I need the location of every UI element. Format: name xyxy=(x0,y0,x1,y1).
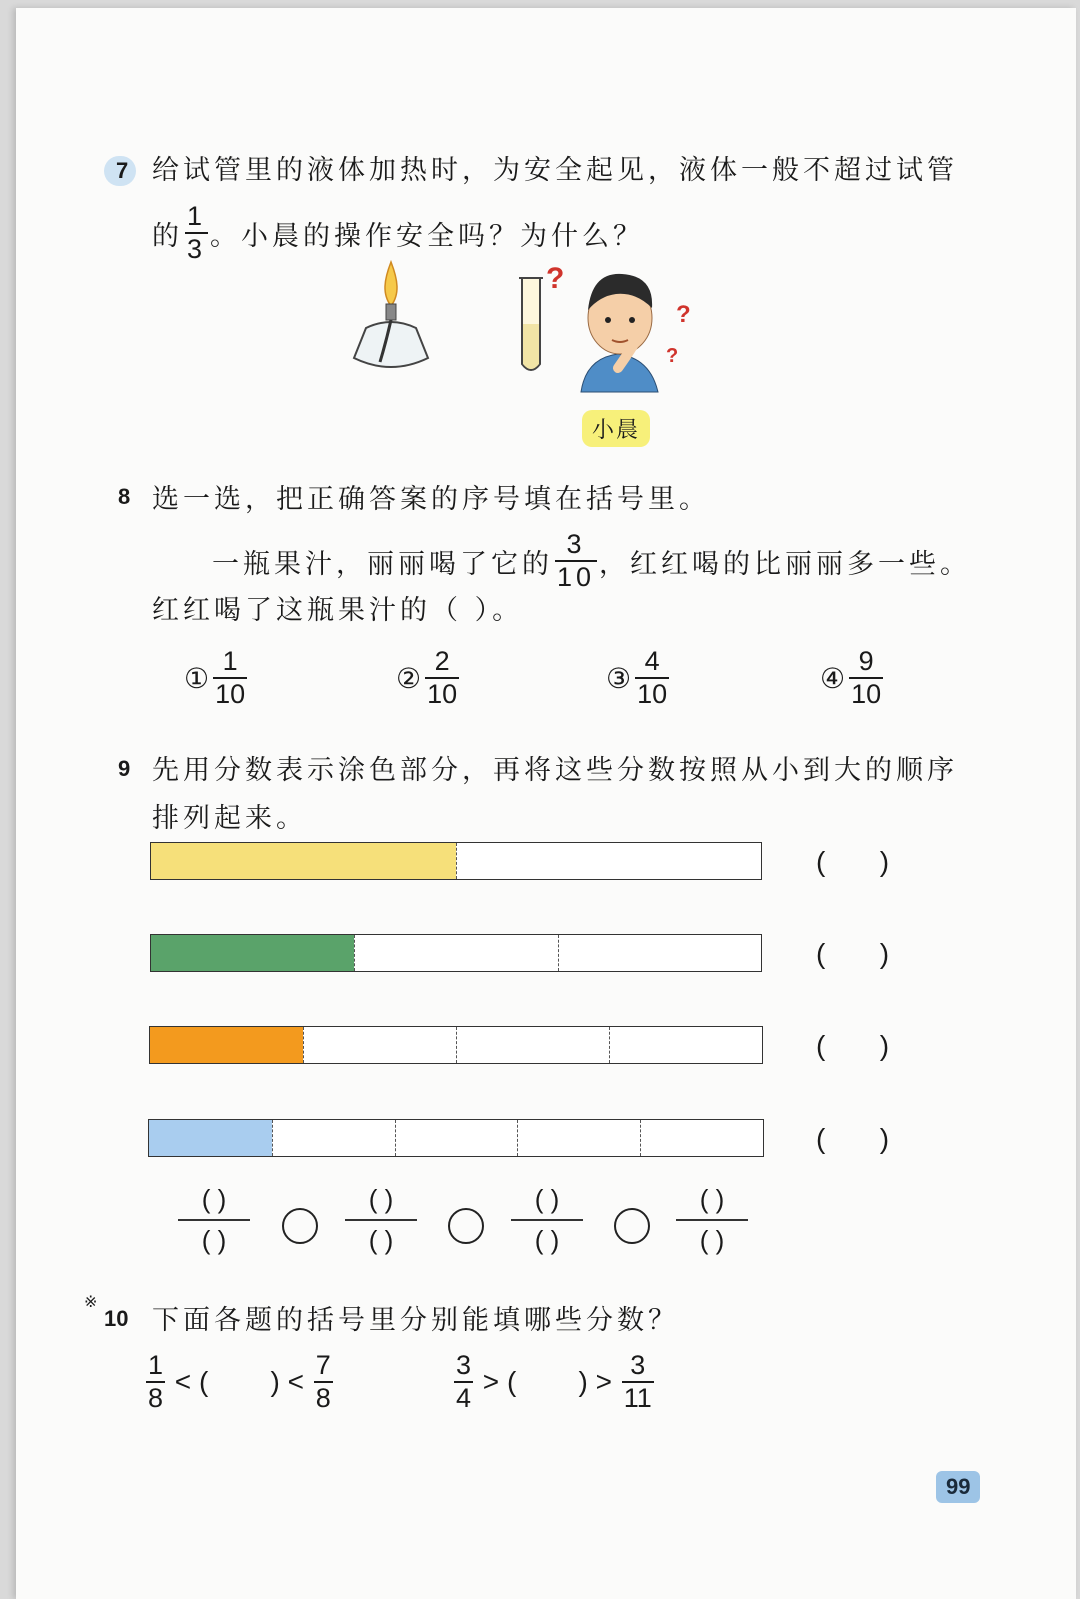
svg-text:?: ? xyxy=(676,301,691,328)
fraction-numerator: 1 xyxy=(148,1350,164,1380)
question-9-text-line2: 排列起来。 xyxy=(152,803,307,834)
option-1[interactable] xyxy=(184,648,249,708)
fraction-denominator: 11 xyxy=(623,1383,652,1413)
comparison-circle-1[interactable] xyxy=(282,1208,318,1244)
option-3[interactable] xyxy=(606,648,671,708)
option-3-mark: ③ xyxy=(606,661,632,695)
question-8-body-line1 xyxy=(212,531,971,591)
answer-parentheses-1[interactable]: ( ) xyxy=(816,846,890,877)
blank-denominator: ( ) xyxy=(534,1225,560,1255)
fraction-numerator: 3 xyxy=(630,1350,646,1380)
question-7-number: 7 xyxy=(104,156,136,186)
answer-parentheses-4[interactable]: ( ) xyxy=(816,1123,890,1154)
test-tube-illustration xyxy=(516,274,546,378)
fraction-denominator: 8 xyxy=(315,1383,331,1413)
fraction-bar-3 xyxy=(149,1026,763,1064)
inequality-1-left-fraction xyxy=(146,1352,165,1412)
fraction-numerator: 1 xyxy=(187,201,207,231)
blank-denominator: ( ) xyxy=(699,1225,725,1255)
inequality-1[interactable] xyxy=(144,1352,335,1412)
bar-divider xyxy=(456,843,457,879)
option-1-fraction xyxy=(213,648,247,708)
bar-divider xyxy=(303,1027,304,1063)
blank-numerator: ( ) xyxy=(534,1184,560,1214)
alcohol-lamp-illustration xyxy=(346,258,436,378)
question-8-body-line2: 红红喝了这瓶果汁的（ ）。 xyxy=(152,595,524,626)
fraction-bar-1 xyxy=(150,842,762,880)
blank-numerator: ( ) xyxy=(699,1184,725,1214)
fraction-denominator: 10 xyxy=(215,679,246,709)
bar-divider xyxy=(558,935,559,971)
inequality-1-right-fraction xyxy=(314,1352,333,1412)
fraction-denominator: 10 xyxy=(427,679,458,709)
bar-divider xyxy=(640,1120,641,1156)
fraction-denominator: 8 xyxy=(148,1383,164,1413)
fraction-denominator: 4 xyxy=(456,1383,472,1413)
bar-divider xyxy=(456,1027,457,1063)
inequality-2-right-fraction xyxy=(622,1352,654,1412)
name-tag-xiaochen: 小晨 xyxy=(582,410,650,447)
question-8-number: 8 xyxy=(118,484,131,509)
shaded-part xyxy=(151,843,456,879)
option-4-fraction xyxy=(849,648,883,708)
fraction-denominator: 3 xyxy=(187,234,207,264)
shaded-part xyxy=(149,1120,272,1156)
bar-divider xyxy=(517,1120,518,1156)
ordering-blank-fraction-1[interactable] xyxy=(178,1184,250,1256)
fraction-numerator: 1 xyxy=(222,646,238,676)
inequality-2[interactable] xyxy=(452,1352,656,1412)
question-7-text-line2 xyxy=(152,203,644,263)
answer-parentheses-2[interactable]: ( ) xyxy=(816,938,890,969)
textbook-page xyxy=(16,8,1076,1599)
question-7-fraction xyxy=(185,203,208,263)
blank-numerator: ( ) xyxy=(201,1184,227,1214)
shaded-part xyxy=(150,1027,303,1063)
question-8-fraction xyxy=(555,531,597,591)
fraction-bar-4 xyxy=(148,1119,764,1157)
question-10-number: 10 xyxy=(104,1306,129,1331)
bar-divider xyxy=(354,935,355,971)
fraction-denominator: 10 xyxy=(637,679,668,709)
question-9-number: 9 xyxy=(118,756,131,781)
page-number: 99 xyxy=(936,1471,980,1503)
fraction-numerator: 7 xyxy=(315,1350,331,1380)
fraction-numerator: 4 xyxy=(644,646,660,676)
option-2[interactable] xyxy=(396,648,461,708)
question-7-text-post: 。小晨的操作安全吗？为什么？ xyxy=(210,220,645,252)
fraction-denominator: 10 xyxy=(557,562,596,592)
option-1-mark: ① xyxy=(184,661,210,695)
blank-numerator: ( ) xyxy=(368,1184,394,1214)
bar-divider xyxy=(272,1120,273,1156)
option-3-fraction xyxy=(635,648,669,708)
option-2-fraction xyxy=(425,648,459,708)
inequality-1-middle: < ( ) < xyxy=(167,1366,312,1397)
answer-parentheses-3[interactable]: ( ) xyxy=(816,1030,890,1061)
blank-denominator: ( ) xyxy=(368,1225,394,1255)
question-10-instruction: 下面各题的括号里分别能填哪些分数？ xyxy=(152,1305,679,1336)
bar-divider xyxy=(395,1120,396,1156)
ordering-blank-fraction-2[interactable] xyxy=(345,1184,417,1256)
comparison-circle-3[interactable] xyxy=(614,1208,650,1244)
inequality-2-middle: > ( ) > xyxy=(475,1366,620,1397)
ordering-blank-fraction-4[interactable] xyxy=(676,1184,748,1256)
svg-text:?: ? xyxy=(546,262,565,295)
blank-denominator: ( ) xyxy=(201,1225,227,1255)
fraction-bar-2 xyxy=(150,934,762,972)
inequality-2-left-fraction xyxy=(454,1352,473,1412)
question-8-body-pre: 一瓶果汁，丽丽喝了它的 xyxy=(212,548,553,580)
option-2-mark: ② xyxy=(396,661,422,695)
fraction-numerator: 3 xyxy=(566,529,586,559)
question-8-instruction: 选一选，把正确答案的序号填在括号里。 xyxy=(152,484,710,515)
bar-divider xyxy=(609,1027,610,1063)
option-4-mark: ④ xyxy=(820,661,846,695)
comparison-circle-2[interactable] xyxy=(448,1208,484,1244)
fraction-numerator: 3 xyxy=(456,1350,472,1380)
shaded-part xyxy=(151,935,354,971)
fraction-denominator: 10 xyxy=(851,679,882,709)
question-7-text-line1: 给试管里的液体加热时，为安全起见，液体一般不超过试管 xyxy=(152,155,958,186)
question-7-text-pre: 的 xyxy=(152,220,183,252)
ordering-blank-fraction-3[interactable] xyxy=(511,1184,583,1256)
svg-text:?: ? xyxy=(666,345,679,367)
question-9-text-line1: 先用分数表示涂色部分，再将这些分数按照从小到大的顺序 xyxy=(152,755,958,786)
fraction-numerator: 2 xyxy=(434,646,450,676)
option-4[interactable] xyxy=(820,648,885,708)
boy-thinking-illustration xyxy=(546,258,696,398)
challenge-mark: ※ xyxy=(84,1292,98,1311)
fraction-numerator: 9 xyxy=(858,646,874,676)
question-8-body-post: ，红红喝的比丽丽多一些。 xyxy=(599,548,972,580)
